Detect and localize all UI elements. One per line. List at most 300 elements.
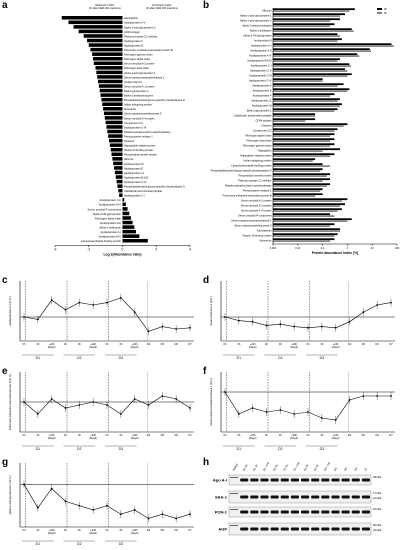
y-axis-label: Serum paraoxonase/arylesterase 1 (R.U.): [210, 377, 213, 427]
bar-b-label: Transthyretin: [256, 229, 272, 233]
group-label: D3: [319, 356, 325, 360]
bar-b-3h: [273, 160, 313, 162]
bar-b-label: Albumin: [262, 9, 272, 13]
x-tick-label: +24h (Day2): [89, 529, 98, 535]
bar-b-3h: [273, 80, 323, 82]
blot-band: [331, 496, 339, 499]
x-tick-label: D5: [160, 434, 164, 437]
data-point: [78, 505, 80, 507]
x-tick-label: D6: [375, 343, 379, 346]
blot-band: [291, 511, 299, 514]
x-tick-label: +24h (Day2): [331, 343, 340, 349]
x-tick-label: D6: [174, 343, 178, 346]
bar-b-label: Apolipoprotein M: [252, 104, 272, 108]
x-tick-label: 2: [155, 247, 158, 252]
y-axis-label: Alpha-1-acid glycoprotein 2 (R.U.): [9, 475, 12, 515]
x-tick-label: D7: [188, 343, 192, 346]
bar-a: [113, 162, 122, 166]
data-point: [362, 395, 364, 397]
bar-a-label: Phosphatidylinositol-glycan-specific phospholipase D: [124, 185, 185, 189]
panel-a-header-right: Enriched in HDL 3h after CER-001 injections: [146, 4, 178, 10]
bar-b-3h: [273, 130, 334, 132]
blot-band: [291, 479, 299, 482]
bar-b-3h: [273, 110, 334, 112]
x-tick-label: 3h: [237, 343, 241, 346]
bar-b-label: Fibrinogen gamma chain: [242, 144, 272, 148]
panel-d-label: d: [203, 275, 210, 286]
bar-b-label: Fibrinogen beta chain: [246, 139, 272, 143]
x-tick-label: +24h (Day2): [89, 434, 98, 440]
group-label: D1: [35, 447, 41, 451]
bar-a: [107, 130, 122, 134]
bar-a-label: Vitronectin: [124, 108, 137, 112]
bar-b-0h: [273, 63, 349, 65]
x-tick-label: +24h (Day2): [47, 434, 56, 440]
bar-a: [104, 112, 123, 116]
x-tick-label: D4: [146, 529, 151, 532]
bar-b-label: Serum amyloid A-1 protein: [240, 199, 272, 203]
data-point: [390, 395, 392, 397]
blot-band: [281, 479, 289, 482]
bar-a-label: Antithrombin-III: [124, 80, 142, 84]
x-tick-label: +24h (Day2): [331, 434, 340, 440]
bar-b-label: Apolipoprotein A-IV: [249, 54, 272, 58]
bar-b-3h: [273, 90, 347, 92]
bar-a: [123, 234, 140, 238]
bar-b-label: Alpha-2-HS-glycoprotein: [243, 34, 272, 38]
data-point: [161, 513, 163, 515]
bar-b-0h: [273, 103, 342, 105]
bar-a-label: CD44 antigen: [124, 30, 140, 34]
x-tick-label: D5: [361, 434, 365, 437]
data-point: [307, 327, 309, 329]
x-tick-label: 3h: [36, 434, 40, 437]
bar-b-label: Clusterin: [261, 124, 272, 128]
bar-b-0h: [273, 58, 340, 60]
blot-band: [240, 496, 248, 499]
bar-a-label: Serum amyloid A-4 protein: [124, 117, 155, 121]
x-tick-label: 0h: [64, 434, 67, 437]
x-tick-label: 1: [346, 247, 349, 250]
data-point: [106, 505, 108, 507]
blot-band: [301, 479, 309, 482]
data-point: [175, 328, 177, 330]
blot-band: [301, 511, 309, 514]
bar-b-0h: [273, 68, 345, 70]
bar-b-0h: [273, 178, 330, 180]
bar-b-0h: [273, 153, 334, 155]
data-point: [92, 509, 94, 511]
marker-band: [230, 477, 238, 478]
bar-a: [117, 180, 123, 184]
bar-b-0h: [273, 38, 342, 40]
lane-label: D5: [343, 467, 349, 472]
bar-b-0h: [273, 48, 370, 50]
panel-a-xlabel: Log 2(Abundance ratio): [103, 252, 142, 257]
bar-a-label: Albumin: [124, 158, 134, 162]
data-point: [92, 304, 94, 306]
data-point: [37, 413, 39, 415]
data-point: [51, 299, 53, 301]
bar-a-label: Apolipoprotein M: [124, 162, 144, 166]
x-tick-label: D4: [146, 343, 151, 346]
data-point: [148, 404, 150, 406]
bar-a-label: Clusterin: [124, 140, 135, 144]
group-label: D1: [35, 542, 41, 546]
x-tick-label: D6: [174, 434, 178, 437]
x-tick-label: 0.001: [269, 247, 277, 250]
bar-b-0h: [273, 133, 334, 135]
bar-b-0h: [273, 33, 338, 35]
bar-b-0h: [273, 173, 330, 175]
blot-band: [311, 496, 319, 499]
x-tick-label: +24h (Day2): [290, 343, 299, 349]
blot-band: [240, 528, 248, 531]
bar-a: [97, 75, 122, 79]
bar-b-0h: [273, 238, 334, 240]
bar-b-label: Serum paraoxonase/lactonase 3: [234, 224, 272, 228]
bar-a-label: Platelet-activating factor acetylhydrolase: [124, 130, 171, 134]
data-point: [335, 327, 337, 329]
lane-label: D4: [333, 467, 339, 472]
blot-band: [311, 528, 319, 531]
bar-b-3h: [273, 55, 359, 57]
bar-a: [94, 62, 123, 66]
blot-band: [352, 496, 360, 499]
bar-b-label: Serum amyloid A-2 protein: [240, 204, 272, 208]
bar-a-label: Pulmonary surfactant-associated protein B: [124, 49, 173, 53]
bar-b-3h: [273, 40, 338, 42]
bar-b-3h: [273, 20, 330, 22]
x-tick-label: 3h: [320, 343, 324, 346]
bar-b-label: Serum amyloid P-component: [238, 214, 272, 218]
blot-band: [342, 479, 350, 482]
panel-g: [0, 457, 200, 549]
bar-a: [123, 198, 125, 202]
bar-a: [123, 239, 148, 243]
blot-band: [362, 496, 370, 499]
bar-b-label: Phospholipid transfer protein: [238, 174, 272, 178]
panel-d: [201, 275, 401, 363]
bar-a-label: Plasma protease C1 inhibitor: [124, 35, 158, 39]
bar-a: [106, 121, 123, 125]
bar-b-label: Apolipoprotein C-IV: [249, 79, 272, 83]
bar-b-0h: [273, 168, 323, 170]
bar-b-label: Plasma protease C1 inhibitor: [238, 179, 272, 183]
bar-b-0h: [273, 208, 342, 210]
x-tick-label: 3h: [36, 343, 40, 346]
data-point: [37, 319, 39, 321]
blot-band: [362, 479, 370, 482]
bar-b-label: CD44 antigen: [255, 119, 272, 123]
bar-b-3h: [273, 220, 347, 222]
bar-a-label: Apolipoprotein A-IV: [98, 203, 121, 207]
x-tick-label: +24h (Day2): [47, 529, 56, 535]
bar-a: [118, 189, 122, 193]
bar-b-label: Phosphatidylinositol-glycan-specific phospholipase D: [210, 169, 272, 173]
data-point: [106, 302, 108, 304]
bar-b-3h: [273, 50, 371, 52]
x-tick-label: 0h: [64, 343, 67, 346]
blot-band: [311, 479, 319, 482]
blot-row-label: AGP: [218, 526, 227, 532]
bar-b-0h: [273, 73, 352, 75]
data-point: [252, 321, 254, 323]
blot-band: [352, 479, 360, 482]
bar-b-0h: [273, 93, 334, 95]
bar-b-0h: [273, 183, 330, 185]
bar-b-3h: [273, 35, 340, 37]
group-label: D3: [118, 542, 124, 546]
blot-band: [342, 511, 350, 514]
lane-label: D2 +24h: [293, 461, 301, 472]
bar-b-label: Haptoglobin-related protein: [240, 154, 272, 158]
data-point: [148, 331, 150, 333]
bar-b-3h: [273, 185, 327, 187]
bar-b-3h: [273, 240, 330, 242]
bar-a: [74, 25, 123, 29]
data-point: [238, 413, 240, 415]
blot-band: [250, 479, 258, 482]
x-tick-label: +24h (Day2): [248, 343, 257, 349]
data-point: [120, 297, 122, 299]
bar-b-label: Complement C3: [252, 129, 272, 133]
bar-b-3h: [273, 145, 330, 147]
blot-band: [301, 528, 309, 531]
blot-band: [260, 479, 268, 482]
x-tick-label: 3h: [119, 529, 123, 532]
panel-e-chart: [0, 366, 200, 454]
data-point: [65, 407, 67, 409]
data-point: [238, 320, 240, 322]
data-point: [106, 404, 108, 406]
x-tick-label: 0h: [105, 343, 109, 346]
bar-a-label: Fibrinogen alpha chain: [94, 217, 121, 221]
bar-a: [112, 157, 122, 161]
data-point: [65, 501, 67, 503]
mw-label: 28 kDa: [373, 476, 382, 479]
lane-label: D3 0h: [303, 464, 310, 472]
panel-f: [201, 366, 401, 454]
data-point: [51, 398, 53, 400]
bar-a: [106, 125, 122, 129]
bar-b-0h: [273, 228, 340, 230]
bar-b-3h: [273, 210, 338, 212]
lane-label: D2 0h: [272, 464, 279, 472]
lane-label: D6: [354, 467, 359, 472]
x-tick-label: D4: [146, 434, 151, 437]
bar-a: [123, 212, 130, 216]
bar-a: [123, 203, 126, 207]
x-tick-label: 10: [370, 247, 374, 250]
bar-b-3h: [273, 60, 338, 62]
bar-b-0h: [273, 23, 334, 25]
lane-label: D3 3h: [313, 464, 320, 472]
bar-b-0h: [273, 233, 338, 235]
lane-label: D2 3h: [283, 464, 290, 472]
bar-a-label: Apolipoprotein C-I: [124, 194, 145, 198]
legend-swatch-3h: [377, 12, 382, 14]
data-point: [293, 326, 295, 328]
bar-a-label: Apolipoprotein A-I: [100, 231, 121, 235]
mw-label: 40 kDa: [373, 529, 382, 532]
bar-b-3h: [273, 140, 330, 142]
bar-b-0h: [273, 223, 334, 225]
data-point: [293, 413, 295, 415]
bar-a: [90, 48, 122, 52]
bar-b-3h: [273, 100, 338, 102]
bar-a: [62, 16, 123, 20]
bar-b-0h: [273, 53, 357, 55]
bar-a: [96, 66, 123, 70]
panel-b-xlabel: Protein abundance index [%]: [311, 251, 359, 255]
bar-a-label: Fibrinogen gamma chain: [124, 53, 153, 57]
data-point: [279, 409, 281, 411]
legend-swatch-0h: [377, 8, 382, 10]
data-point: [376, 304, 378, 306]
lane-label: D1 0h: [242, 464, 249, 472]
bar-a: [114, 166, 122, 170]
data-point: [390, 302, 392, 304]
bar-b-label: Vitronectin: [259, 239, 272, 243]
bar-a-label: Indian hedgehog protein: [124, 103, 152, 107]
panel-a-label: a: [2, 0, 8, 11]
bar-b-3h: [273, 235, 334, 237]
bar-b-label: Apolipoprotein C-I: [250, 64, 272, 68]
bar-b-label: Cathelicidin antimicrobial peptide: [233, 114, 272, 118]
blot-band: [331, 479, 339, 482]
bar-a: [110, 143, 123, 147]
bar-b-label: Pulmonary surfactant-associated protein B: [222, 194, 272, 198]
bar-b-3h: [273, 75, 347, 77]
data-point: [120, 513, 122, 515]
data-point: [65, 309, 67, 311]
data-point: [335, 419, 337, 421]
data-point: [78, 302, 80, 304]
bar-a-label: Vitamin D-binding protein: [124, 149, 154, 153]
mw-label: 40 kDa: [373, 508, 382, 511]
bar-a: [92, 52, 122, 56]
group-label: D3: [319, 447, 325, 451]
panel-h-blot: [201, 457, 401, 549]
bar-b-label: Apolipoprotein A-I: [251, 44, 272, 48]
x-tick-label: +24h (Day2): [248, 434, 257, 440]
panel-h-label: h: [203, 457, 210, 468]
bar-a-label: Alpha-1-antichymotrypsin: [124, 94, 154, 98]
data-point: [37, 507, 39, 509]
panel-g-chart: [0, 457, 200, 549]
bar-a-label: Apolipoprotein D: [124, 44, 144, 48]
bar-b-3h: [273, 205, 340, 207]
bar-a: [105, 116, 123, 120]
bar-b-label: Alpha-1-acid glycoprotein 2: [240, 19, 272, 23]
bar-b-3h: [273, 30, 354, 32]
bar-a: [96, 71, 122, 75]
data-point: [189, 407, 191, 409]
bar-b-0h: [273, 218, 352, 220]
data-point: [349, 399, 351, 401]
bar-b-3h: [273, 230, 340, 232]
bar-b-label: Apolipoprotein B-100: [247, 59, 272, 63]
x-tick-label: D7: [389, 434, 393, 437]
bar-b-label: Apolipoprotein L1: [251, 99, 272, 103]
blot-band: [271, 528, 279, 531]
bar-b-3h: [273, 15, 340, 17]
bar-a: [123, 216, 131, 220]
bar-b-0h: [273, 158, 315, 160]
bar-a: [119, 193, 122, 197]
bar-b-label: Prenylcysteine oxidase 1: [242, 189, 272, 193]
bar-b-0h: [273, 13, 345, 15]
bar-a-label: Serum paraoxonase/lactonase 3: [124, 112, 162, 116]
blot-band: [331, 511, 339, 514]
data-point: [148, 518, 150, 520]
x-tick-label: 0.1: [320, 247, 325, 250]
group-label: D2: [278, 356, 283, 360]
bar-a-label: Apolipoprotein B-100: [124, 176, 149, 180]
bar-b-0h: [273, 128, 338, 130]
data-point: [175, 518, 177, 520]
blot-band: [281, 496, 289, 499]
group-label: D2: [77, 542, 82, 546]
y-axis-label: Serum Amyloid A-1 (R.U.): [210, 296, 213, 326]
panel-d-chart: [201, 275, 401, 363]
bar-a: [79, 30, 123, 34]
bar-b-3h: [273, 150, 323, 152]
x-tick-label: 0h: [223, 343, 227, 346]
x-tick-label: 0h: [306, 434, 310, 437]
data-point: [266, 411, 268, 413]
bar-b-label: Apolipoprotein F: [252, 94, 272, 98]
x-tick-label: 3h: [77, 343, 81, 346]
x-tick-label: D5: [160, 343, 164, 346]
x-tick-label: 3h: [278, 343, 282, 346]
bar-b-3h: [273, 225, 330, 227]
bar-b-0h: [273, 83, 344, 85]
series-line: [24, 484, 190, 518]
blot-band: [281, 511, 289, 514]
blot-band: [321, 511, 329, 514]
blot-row-label: PON-1: [214, 509, 227, 515]
bar-a-label: Alpha-1-acid glycoprotein 2: [124, 26, 156, 30]
bar-a: [103, 107, 122, 111]
bar-b-label: Serum paraoxonase/arylesterase 1: [231, 219, 272, 223]
bar-b-label: Antithrombin-III: [253, 39, 272, 43]
bar-b-0h: [273, 88, 349, 90]
bar-a: [101, 98, 122, 102]
bar-b-3h: [273, 200, 342, 202]
group-label: D3: [118, 447, 124, 451]
bar-a-label: Lipopolysaccharide-binding protein: [80, 240, 121, 244]
panel-f-label: f: [203, 366, 207, 377]
x-tick-label: 0h: [105, 529, 109, 532]
bar-a: [111, 148, 123, 152]
bar-a: [108, 134, 122, 138]
group-label: D2: [278, 447, 283, 451]
lane-label: Marker: [232, 463, 239, 472]
blot-band: [342, 496, 350, 499]
bar-b-0h: [273, 198, 347, 200]
x-tick-label: -4: [53, 247, 57, 252]
bar-b-3h: [273, 190, 320, 192]
bar-a: [109, 139, 123, 143]
group-label: D2: [77, 447, 82, 451]
data-point: [92, 401, 94, 403]
lane-label: D1 3h: [252, 464, 259, 472]
blot-band: [352, 511, 360, 514]
bar-a-label: Apolipoprotein C-IV: [124, 180, 147, 184]
blot-band: [240, 511, 248, 514]
